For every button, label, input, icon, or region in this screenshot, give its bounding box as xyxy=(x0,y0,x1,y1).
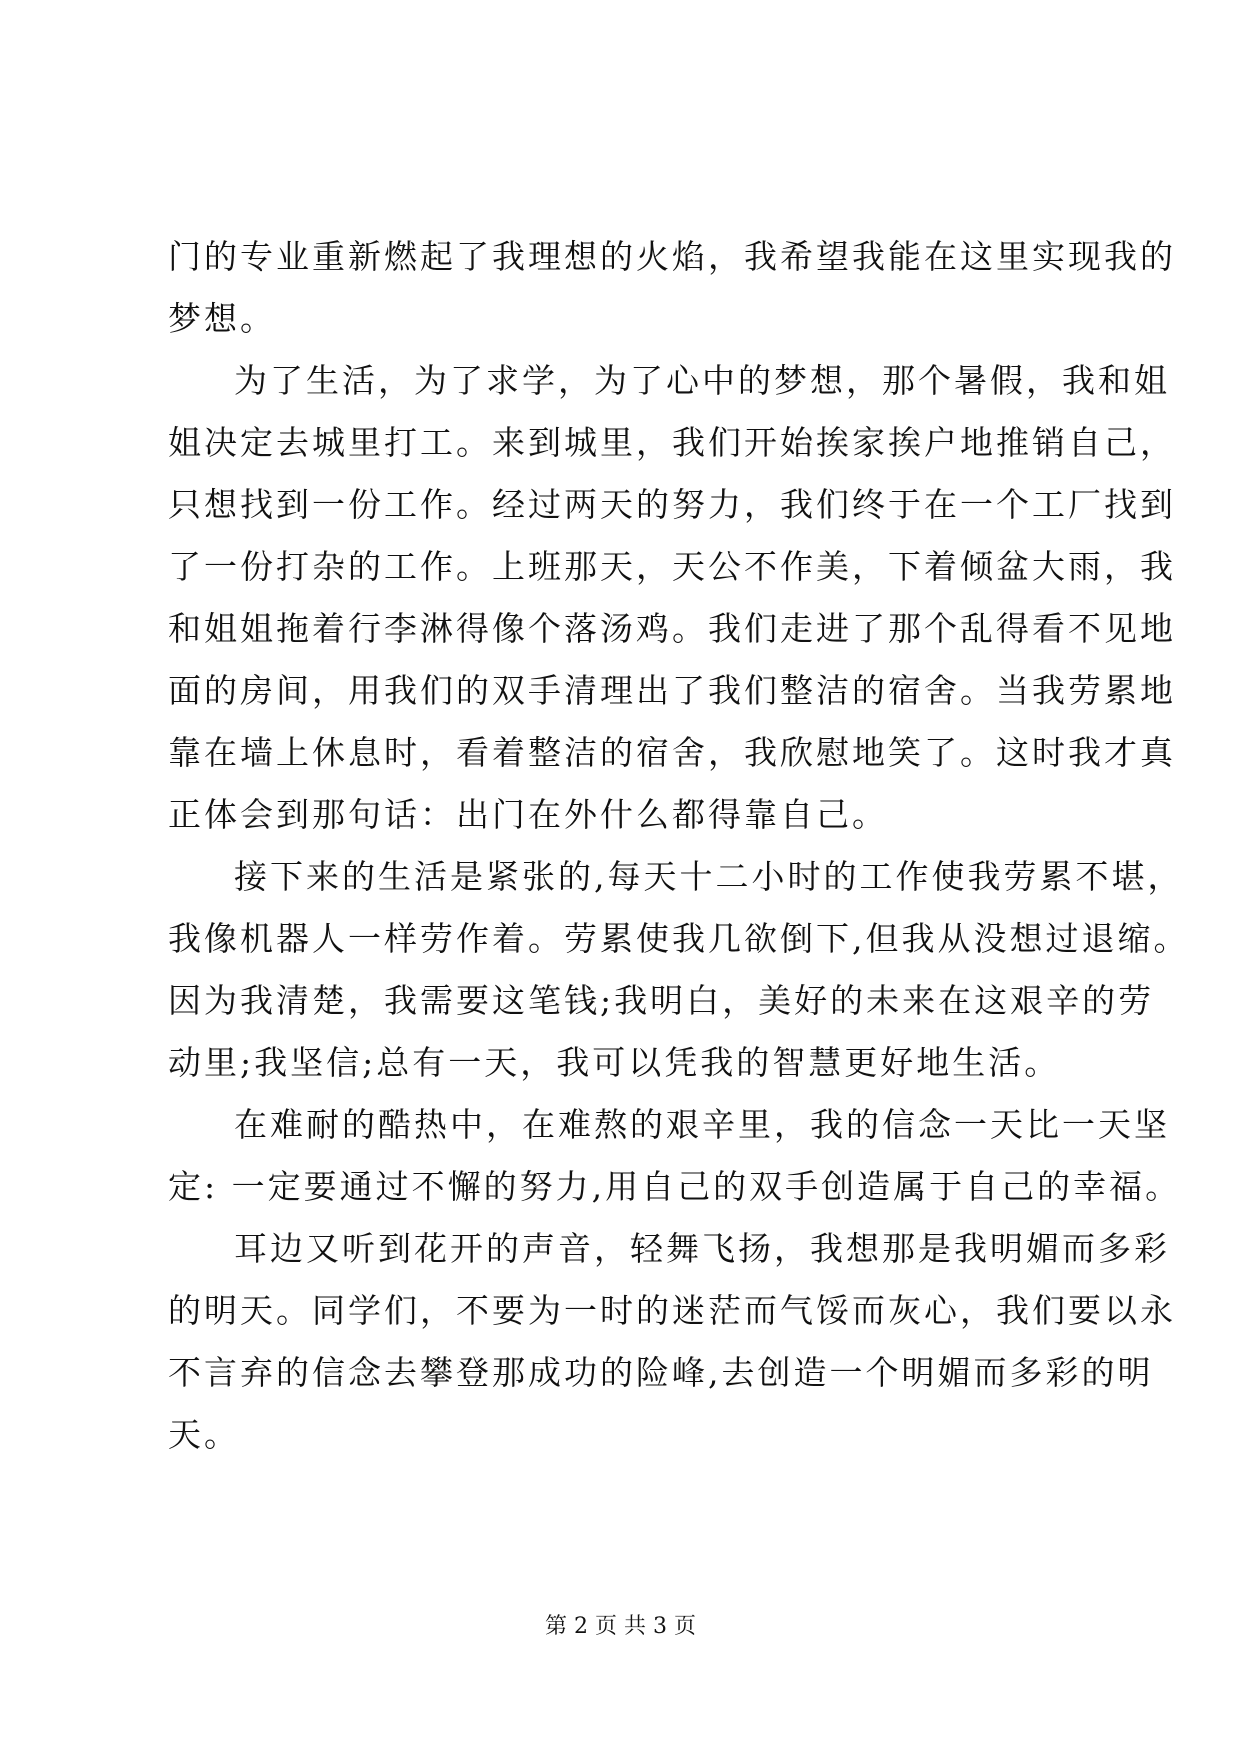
text-line: 不言弃的信念去攀登那成功的险峰,去创造一个明媚而多彩的明 xyxy=(168,1353,1154,1392)
text-line: 只想找到一份工作。经过两天的努力，我们终于在一个工厂找到 xyxy=(168,485,1176,524)
text-line: 姐决定去城里打工。来到城里，我们开始挨家挨户地推销自己， xyxy=(168,423,1176,462)
text-line: 接下来的生活是紧张的,每天十二小时的工作使我劳累不堪， xyxy=(234,857,1184,896)
text-line: 动里;我坚信;总有一天，我可以凭我的智慧更好地生活。 xyxy=(168,1043,1061,1082)
text-line: 为了生活，为了求学，为了心中的梦想，那个暑假，我和姐 xyxy=(234,361,1170,400)
text-line: 耳边又听到花开的声音，轻舞飞扬，我想那是我明媚而多彩 xyxy=(234,1229,1170,1268)
text-line: 在难耐的酷热中，在难熬的艰辛里，我的信念一天比一天坚 xyxy=(234,1105,1170,1144)
text-line: 因为我清楚，我需要这笔钱;我明白，美好的未来在这艰辛的劳 xyxy=(168,981,1155,1020)
text-line: 正体会到那句话：出门在外什么都得靠自己。 xyxy=(168,795,888,834)
text-line: 天。 xyxy=(168,1415,240,1454)
paragraph xyxy=(168,846,1190,1094)
text-line: 定: 一定要通过不懈的努力,用自己的双手创造属于自己的幸福。 xyxy=(168,1167,1182,1206)
text-line: 梦想。 xyxy=(168,299,276,338)
text-line: 的明天。同学们，不要为一时的迷茫而气馁而灰心，我们要以永 xyxy=(168,1291,1176,1330)
text-line: 和姐姐拖着行李淋得像个落汤鸡。我们走进了那个乱得看不见地 xyxy=(168,609,1176,648)
text-line: 面的房间，用我们的双手清理出了我们整洁的宿舍。当我劳累地 xyxy=(168,671,1176,710)
paragraph xyxy=(168,1218,1176,1466)
paragraph xyxy=(168,226,1176,350)
text-line: 我像机器人一样劳作着。劳累使我几欲倒下,但我从没想过退缩。 xyxy=(168,919,1190,958)
paragraph xyxy=(168,1094,1182,1218)
text-line: 了一份打杂的工作。上班那天，天公不作美，下着倾盆大雨，我 xyxy=(168,547,1176,586)
paragraph xyxy=(168,350,1176,846)
page-number-footer: 第 2 页 共 3 页 xyxy=(545,1614,696,1639)
document-body xyxy=(168,226,1190,1466)
text-line: 靠在墙上休息时，看着整洁的宿舍，我欣慰地笑了。这时我才真 xyxy=(168,733,1176,772)
text-line: 门的专业重新燃起了我理想的火焰，我希望我能在这里实现我的 xyxy=(168,237,1176,276)
